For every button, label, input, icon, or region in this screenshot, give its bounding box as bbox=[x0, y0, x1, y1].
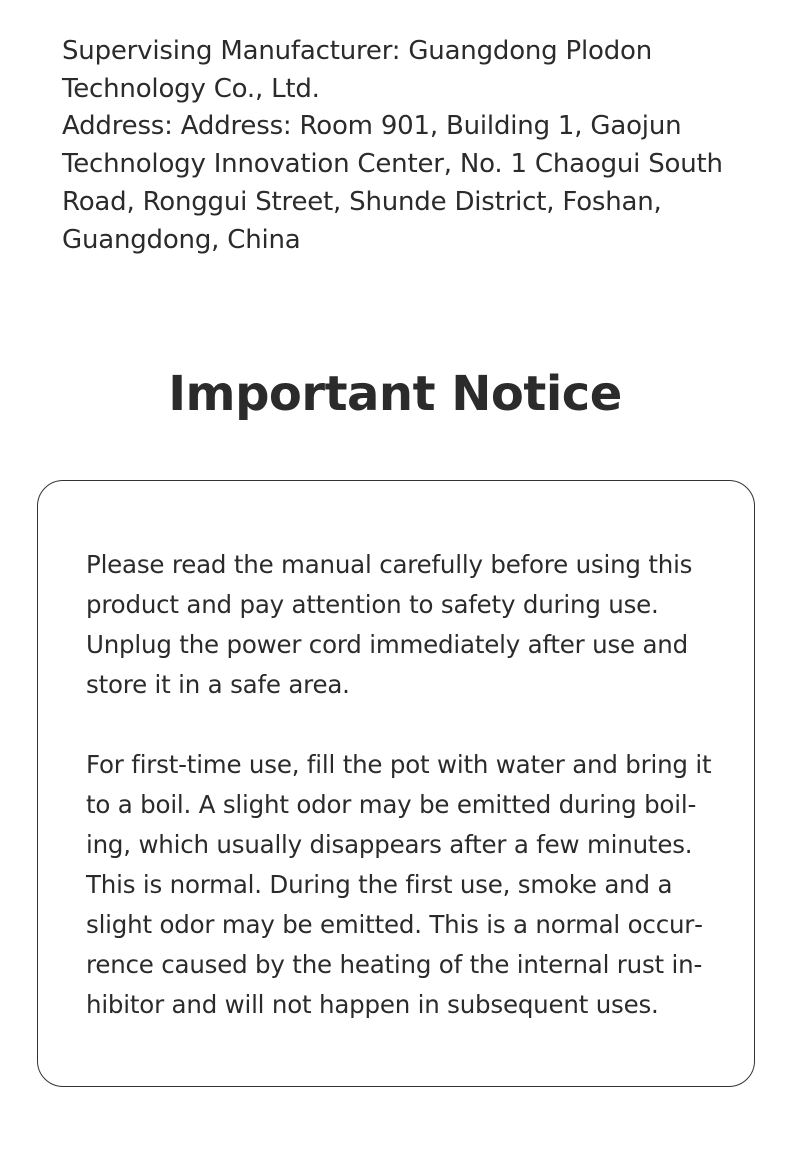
notice-text bbox=[86, 545, 726, 1025]
manufacturer-address: Address: Address: Room 901, Building 1, Gaojun Technology Innovation Center, No. 1 Chaogui South Road, Ronggui Street, Shunde District, Foshan, Guangdong, China bbox=[62, 111, 723, 255]
notice-box bbox=[37, 480, 755, 1087]
notice-title: Important Notice bbox=[168, 366, 622, 422]
notice-paragraph-first-use: For first-time use, fill the pot with water and bring it to a boil. A slight odor may be emitted during boiling, which usually disappears after a few minutes. This is normal. During the first use, smoke and a slight odor may be emitted. This is a normal occurrence caused by the heating of the internal rust inhibitor and will not happen in subsequent uses. bbox=[86, 750, 712, 1019]
manufacturer-name: Supervising Manufacturer: Guangdong Plodon Technology Co., Ltd. bbox=[62, 36, 653, 104]
notice-paragraph-safety: Please read the manual carefully before using this product and pay attention to safety during use. Unplug the power cord immediately after use and store it in a safe area. bbox=[86, 550, 693, 699]
manufacturer-info bbox=[62, 33, 762, 259]
